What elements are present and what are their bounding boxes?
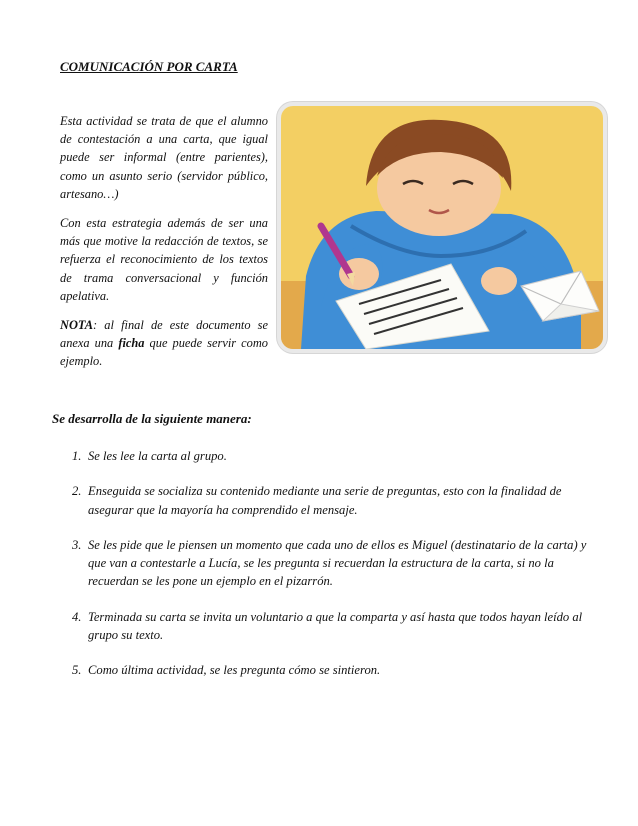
list-item xyxy=(72,536,592,591)
note-text-after: que puede servir como ejemplo. xyxy=(60,336,268,369)
step-text: Como última actividad, se les pregunta cómo se sintieron. xyxy=(88,663,381,678)
steps-list xyxy=(72,447,592,697)
intro-paragraph-1: Esta actividad se trata de que el alumno de contestación a una carta, que igual puede ser informal (entre parientes), como un asunto serio (servidor público, artesano…) xyxy=(60,114,268,201)
list-item xyxy=(72,447,592,465)
note-text-before: : al final de este documento se anexa una xyxy=(60,318,268,351)
step-number: 5. xyxy=(72,663,82,678)
step-text: Terminada su carta se invita un voluntario a que la comparta y así hasta que todos hayan leído al grupo su texto. xyxy=(88,609,583,643)
intro-paragraph-2: Con esta estrategia además de ser una más que motive la redacción de textos, se refuerza el reconocimiento de los textos de trama conversacional y función apelativa. xyxy=(60,216,268,303)
list-item xyxy=(72,482,592,519)
step-number: 4. xyxy=(72,609,82,624)
note-paragraph xyxy=(60,316,268,371)
list-item xyxy=(72,608,592,645)
intro-column xyxy=(60,112,268,382)
document-title: COMUNICACIÓN POR CARTA xyxy=(60,59,238,74)
step-number: 1. xyxy=(72,449,82,463)
step-number: 2. xyxy=(72,484,82,499)
section-title: Se desarrolla de la siguiente manera: xyxy=(52,411,252,426)
step-text: Enseguida se socializa su contenido mediante una serie de preguntas, esto con la finalidad de asegurar que la mayoría ha comprendido el mensaje. xyxy=(88,484,562,517)
note-emphasis: ficha xyxy=(118,336,145,351)
list-item xyxy=(72,661,592,679)
step-number: 3. xyxy=(72,537,82,552)
child-writing-letter-illustration xyxy=(281,106,603,349)
step-text: Se les pide que le piensen un momento que cada uno de ellos es Miguel (destinatario de la carta) y que van a contestarle a Lucía, se les pregunta si recuerdan la estructura de la carta, si no la recuerdan se les pone un ejemplo en el pizarrón. xyxy=(88,537,587,589)
note-label: NOTA xyxy=(60,318,94,333)
step-text: Se les lee la carta al grupo. xyxy=(88,449,227,463)
